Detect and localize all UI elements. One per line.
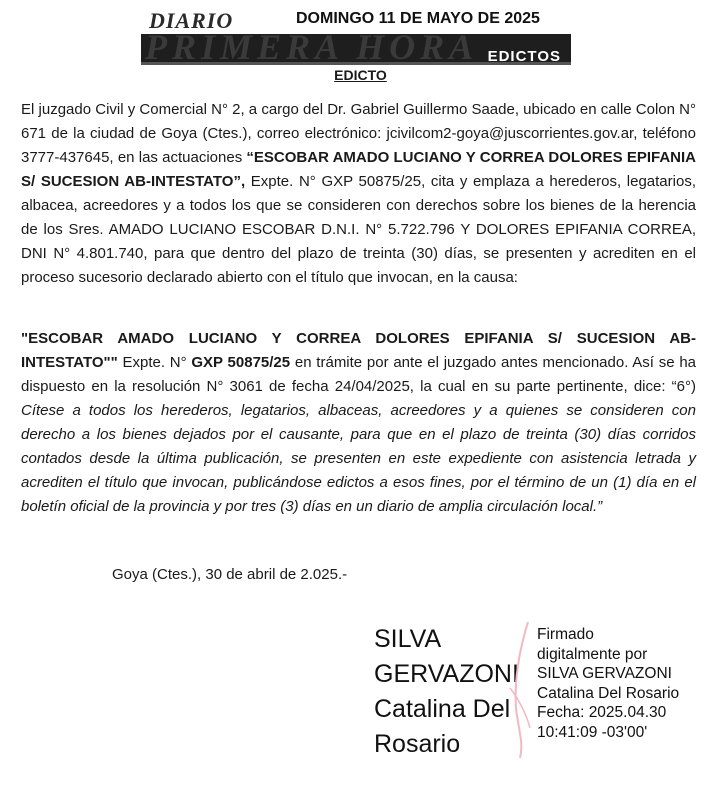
p2-quote-text: Cítese a todos los herederos, legatarios, albaceas, acreedores y a quienes se consideren con derecho a los bienes dejados por el causante, para que en el plazo de treinta (30) días corridos contados desde la última publicación, se presenten en este expediente con asistencia letrada y acrediten el título que invocan, publicándose edictos a esos fines, por el término de un (1) día en el boletín oficial de la provincia y por tres (3) días en un diario de amplia circulación local.” bbox=[21, 402, 696, 515]
p2-expte-number: GXP 50875/25 bbox=[191, 354, 291, 371]
masthead-big: PRIMERA HORA bbox=[145, 27, 479, 67]
signature-name bbox=[374, 622, 519, 762]
signature-detail-line: Fecha: 2025.04.30 bbox=[537, 704, 667, 721]
p2-expte-label: Expte. N° bbox=[117, 354, 192, 371]
newspaper-banner bbox=[141, 4, 571, 67]
publication-date: DOMINGO 11 DE MAYO DE 2025 bbox=[296, 10, 540, 27]
signature-detail-line: SILVA GERVAZONI bbox=[537, 665, 672, 682]
document-title: EDICTO bbox=[334, 67, 387, 83]
p2-quote-open: “6°) bbox=[671, 378, 696, 395]
section-label: EDICTOS bbox=[487, 48, 561, 65]
paragraph-2 bbox=[21, 327, 696, 519]
signature-detail-line: digitalmente por bbox=[537, 645, 648, 663]
masthead-small: DIARIO bbox=[149, 8, 234, 33]
p1-intro: El juzgado Civil y Comercial N° 2, a cargo del Dr. Gabriel Guillermo Saade, ubicado en calle Colon N° 671 de la ciudad de Goya (Ctes.), correo electrónico: jcivilcom2-goya@juscorrientes.gov.ar, teléfono 3777-437645, en las actuaciones bbox=[21, 101, 696, 166]
signature-details bbox=[537, 625, 679, 742]
p1-case-title: “ESCOBAR AMADO LUCIANO Y CORREA DOLORES EPIFANIA S/ SUCESION AB-INTESTATO”, bbox=[21, 149, 696, 190]
signature-name-line: Rosario bbox=[374, 730, 461, 758]
place-date: Goya (Ctes.), 30 de abril de 2.025.- bbox=[112, 566, 348, 583]
signature-stroke-icon bbox=[500, 618, 540, 763]
signature-name-line: GERVAZONI bbox=[374, 660, 519, 688]
paragraph-1 bbox=[21, 98, 696, 290]
banner-bottom bbox=[141, 27, 571, 67]
signature-name-line: Catalina Del bbox=[374, 695, 511, 723]
signature-detail-line: Catalina Del Rosario bbox=[537, 684, 680, 702]
signature-name-line: SILVA bbox=[374, 625, 442, 653]
signature-detail-line: Firmado bbox=[537, 626, 594, 643]
p2-case-title: "ESCOBAR AMADO LUCIANO Y CORREA DOLORES EPIFANIA S/ SUCESION AB-INTESTATO"" bbox=[21, 330, 696, 371]
signature-detail-line: 10:41:09 -03'00' bbox=[537, 723, 648, 741]
p2-middle: en trámite por ante el juzgado antes mencionado. Así se ha dispuesto en la resolución N° 3061 de fecha 24/04/2025, la cual en su parte pertinente, dice: bbox=[21, 354, 697, 395]
p1-rest: Expte. N° GXP 50875/25, cita y emplaza a herederos, legatarios, albacea, acreedores y a todos los que se consideren con derechos sobre los bienes de la herencia de los Sres. AMADO LUCIANO ESCOBAR D.N.I. N° 5.722.796 Y DOLORES EPIFANIA CORREA, DNI N° 4.801.740, para que dentro del plazo de treinta (30) días, se presenten y acrediten en el proceso sucesorio declarado abierto con el título que invocan, en la causa: bbox=[21, 173, 696, 286]
